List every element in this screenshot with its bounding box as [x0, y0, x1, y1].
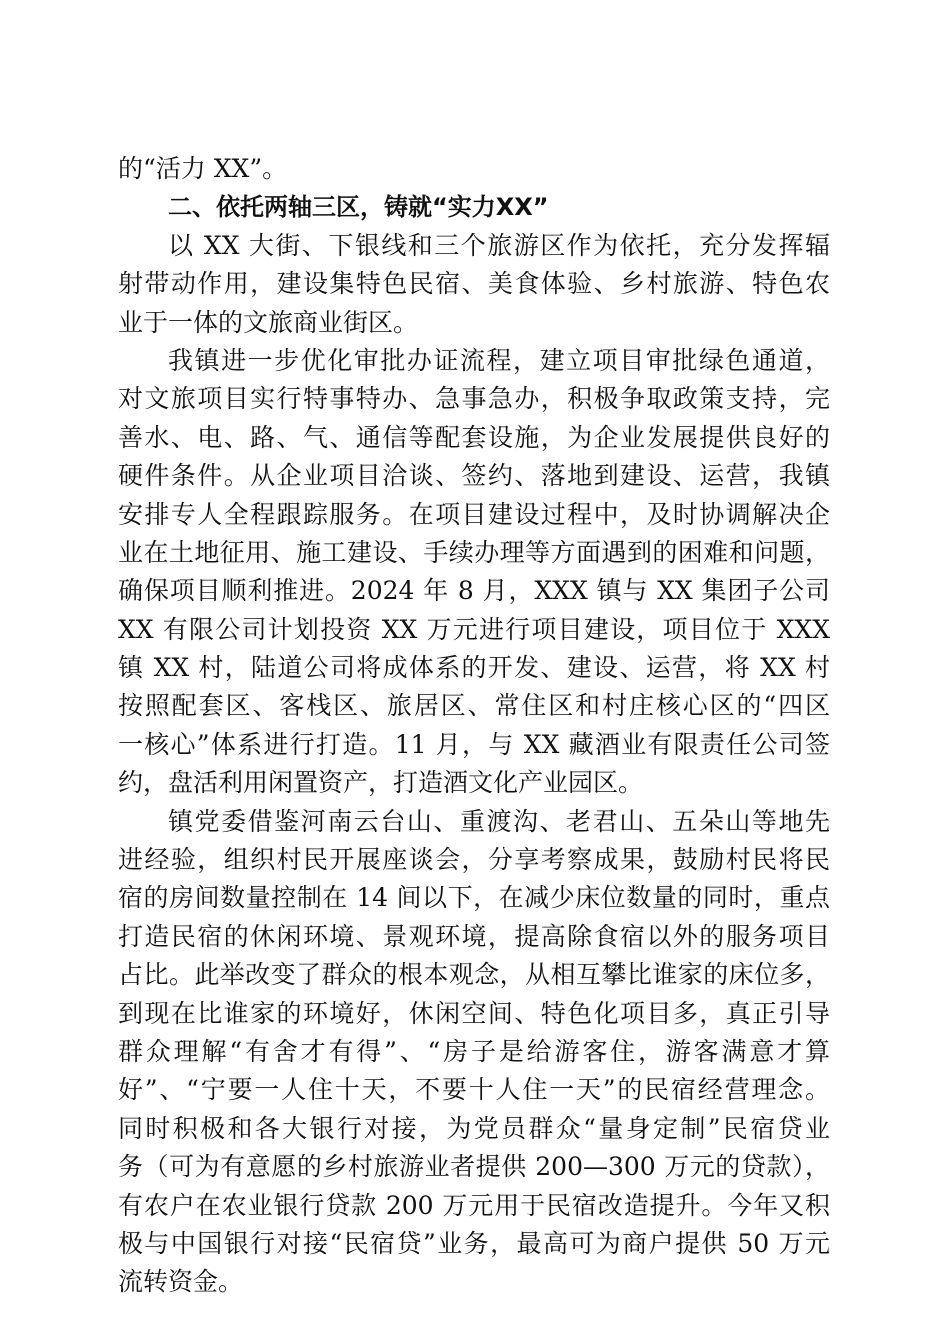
paragraph-line: 以 XX 大街、下银线和三个旅游区作为依托，充分发挥辐 — [168, 230, 830, 260]
paragraph-line: 硬件条件。从企业项目洽谈、签约、落地到建设、运营，我镇 — [118, 461, 830, 491]
paragraph-continuation-line: 的“活力 XX”。 — [118, 154, 288, 183]
paragraph-line: 有农户在农业银行贷款 200 万元用于民宿改造提升。今年又积 — [118, 1190, 830, 1220]
paragraph-line: 业于一体的文旅商业街区。 — [118, 307, 419, 337]
paragraph-line: 安排专人全程跟踪服务。在项目建设过程中，及时协调解决企 — [118, 499, 830, 529]
paragraph-line: 一核心”体系进行打造。11 月，与 XX 藏酒业有限责任公司签 — [118, 729, 830, 759]
paragraph-line: 宿的房间数量控制在 14 间以下，在减少床位数量的同时，重点 — [118, 883, 830, 913]
paragraph-line: 打造民宿的休闲环境、景观环境，提高除食宿以外的服务项目 — [118, 921, 830, 951]
paragraph-line: 流转资金。 — [118, 1267, 244, 1297]
section-heading: 二、依托两轴三区，铸就“实力XX” — [168, 193, 549, 222]
paragraph-line: 同时积极和各大银行对接，为党员群众“量身定制”民宿贷业 — [118, 1113, 830, 1143]
paragraph-line: 射带动作用，建设集特色民宿、美食体验、乡村旅游、特色农 — [118, 269, 830, 299]
paragraph-line: 好”、“宁要一人住十天，不要十人住一天”的民宿经营理念。 — [118, 1075, 830, 1105]
paragraph-line: 镇 XX 村，陆道公司将成体系的开发、建设、运营，将 XX 村 — [118, 653, 830, 683]
paragraph-line: 确保项目顺利推进。2024 年 8 月，XXX 镇与 XX 集团子公司 — [118, 576, 830, 606]
paragraph-3 — [118, 803, 830, 1302]
paragraph-line: 按照配套区、客栈区、旅居区、常住区和村庄核心区的“四区 — [118, 691, 830, 721]
paragraph-line: XX 有限公司计划投资 XX 万元进行项目建设，项目位于 XXX — [118, 614, 830, 644]
paragraph-1 — [118, 227, 830, 342]
paragraph-line: 进经验，组织村民开展座谈会，分享考察成果，鼓励村民将民 — [118, 845, 830, 875]
paragraph-line: 业在土地征用、施工建设、手续办理等方面遇到的困难和问题， — [118, 537, 830, 567]
paragraph-line: 善水、电、路、气、通信等配套设施，为企业发展提供良好的 — [118, 422, 830, 452]
paragraph-line: 约，盘活利用闲置资产，打造酒文化产业园区。 — [118, 768, 644, 798]
paragraph-line: 极与中国银行对接“民宿贷”业务，最高可为商户提供 50 万元 — [118, 1228, 830, 1258]
document-body — [118, 150, 830, 1302]
paragraph-2 — [118, 342, 830, 803]
paragraph-line: 对文旅项目实行特事特办、急事急办，积极争取政策支持，完 — [118, 384, 830, 414]
paragraph-line: 镇党委借鉴河南云台山、重渡沟、老君山、五朵山等地先 — [168, 806, 830, 836]
paragraph-line: 占比。此举改变了群众的根本观念，从相互攀比谁家的床位多， — [118, 960, 830, 990]
paragraph-line: 我镇进一步优化审批办证流程，建立项目审批绿色通道， — [168, 345, 830, 375]
paragraph-line: 群众理解“有舍才有得”、“房子是给游客住，游客满意才算 — [118, 1036, 830, 1066]
paragraph-line: 务（可为有意愿的乡村旅游业者提供 200—300 万元的贷款）， — [118, 1152, 830, 1182]
paragraph-line: 到现在比谁家的环境好，休闲空间、特色化项目多，真正引导 — [118, 998, 830, 1028]
